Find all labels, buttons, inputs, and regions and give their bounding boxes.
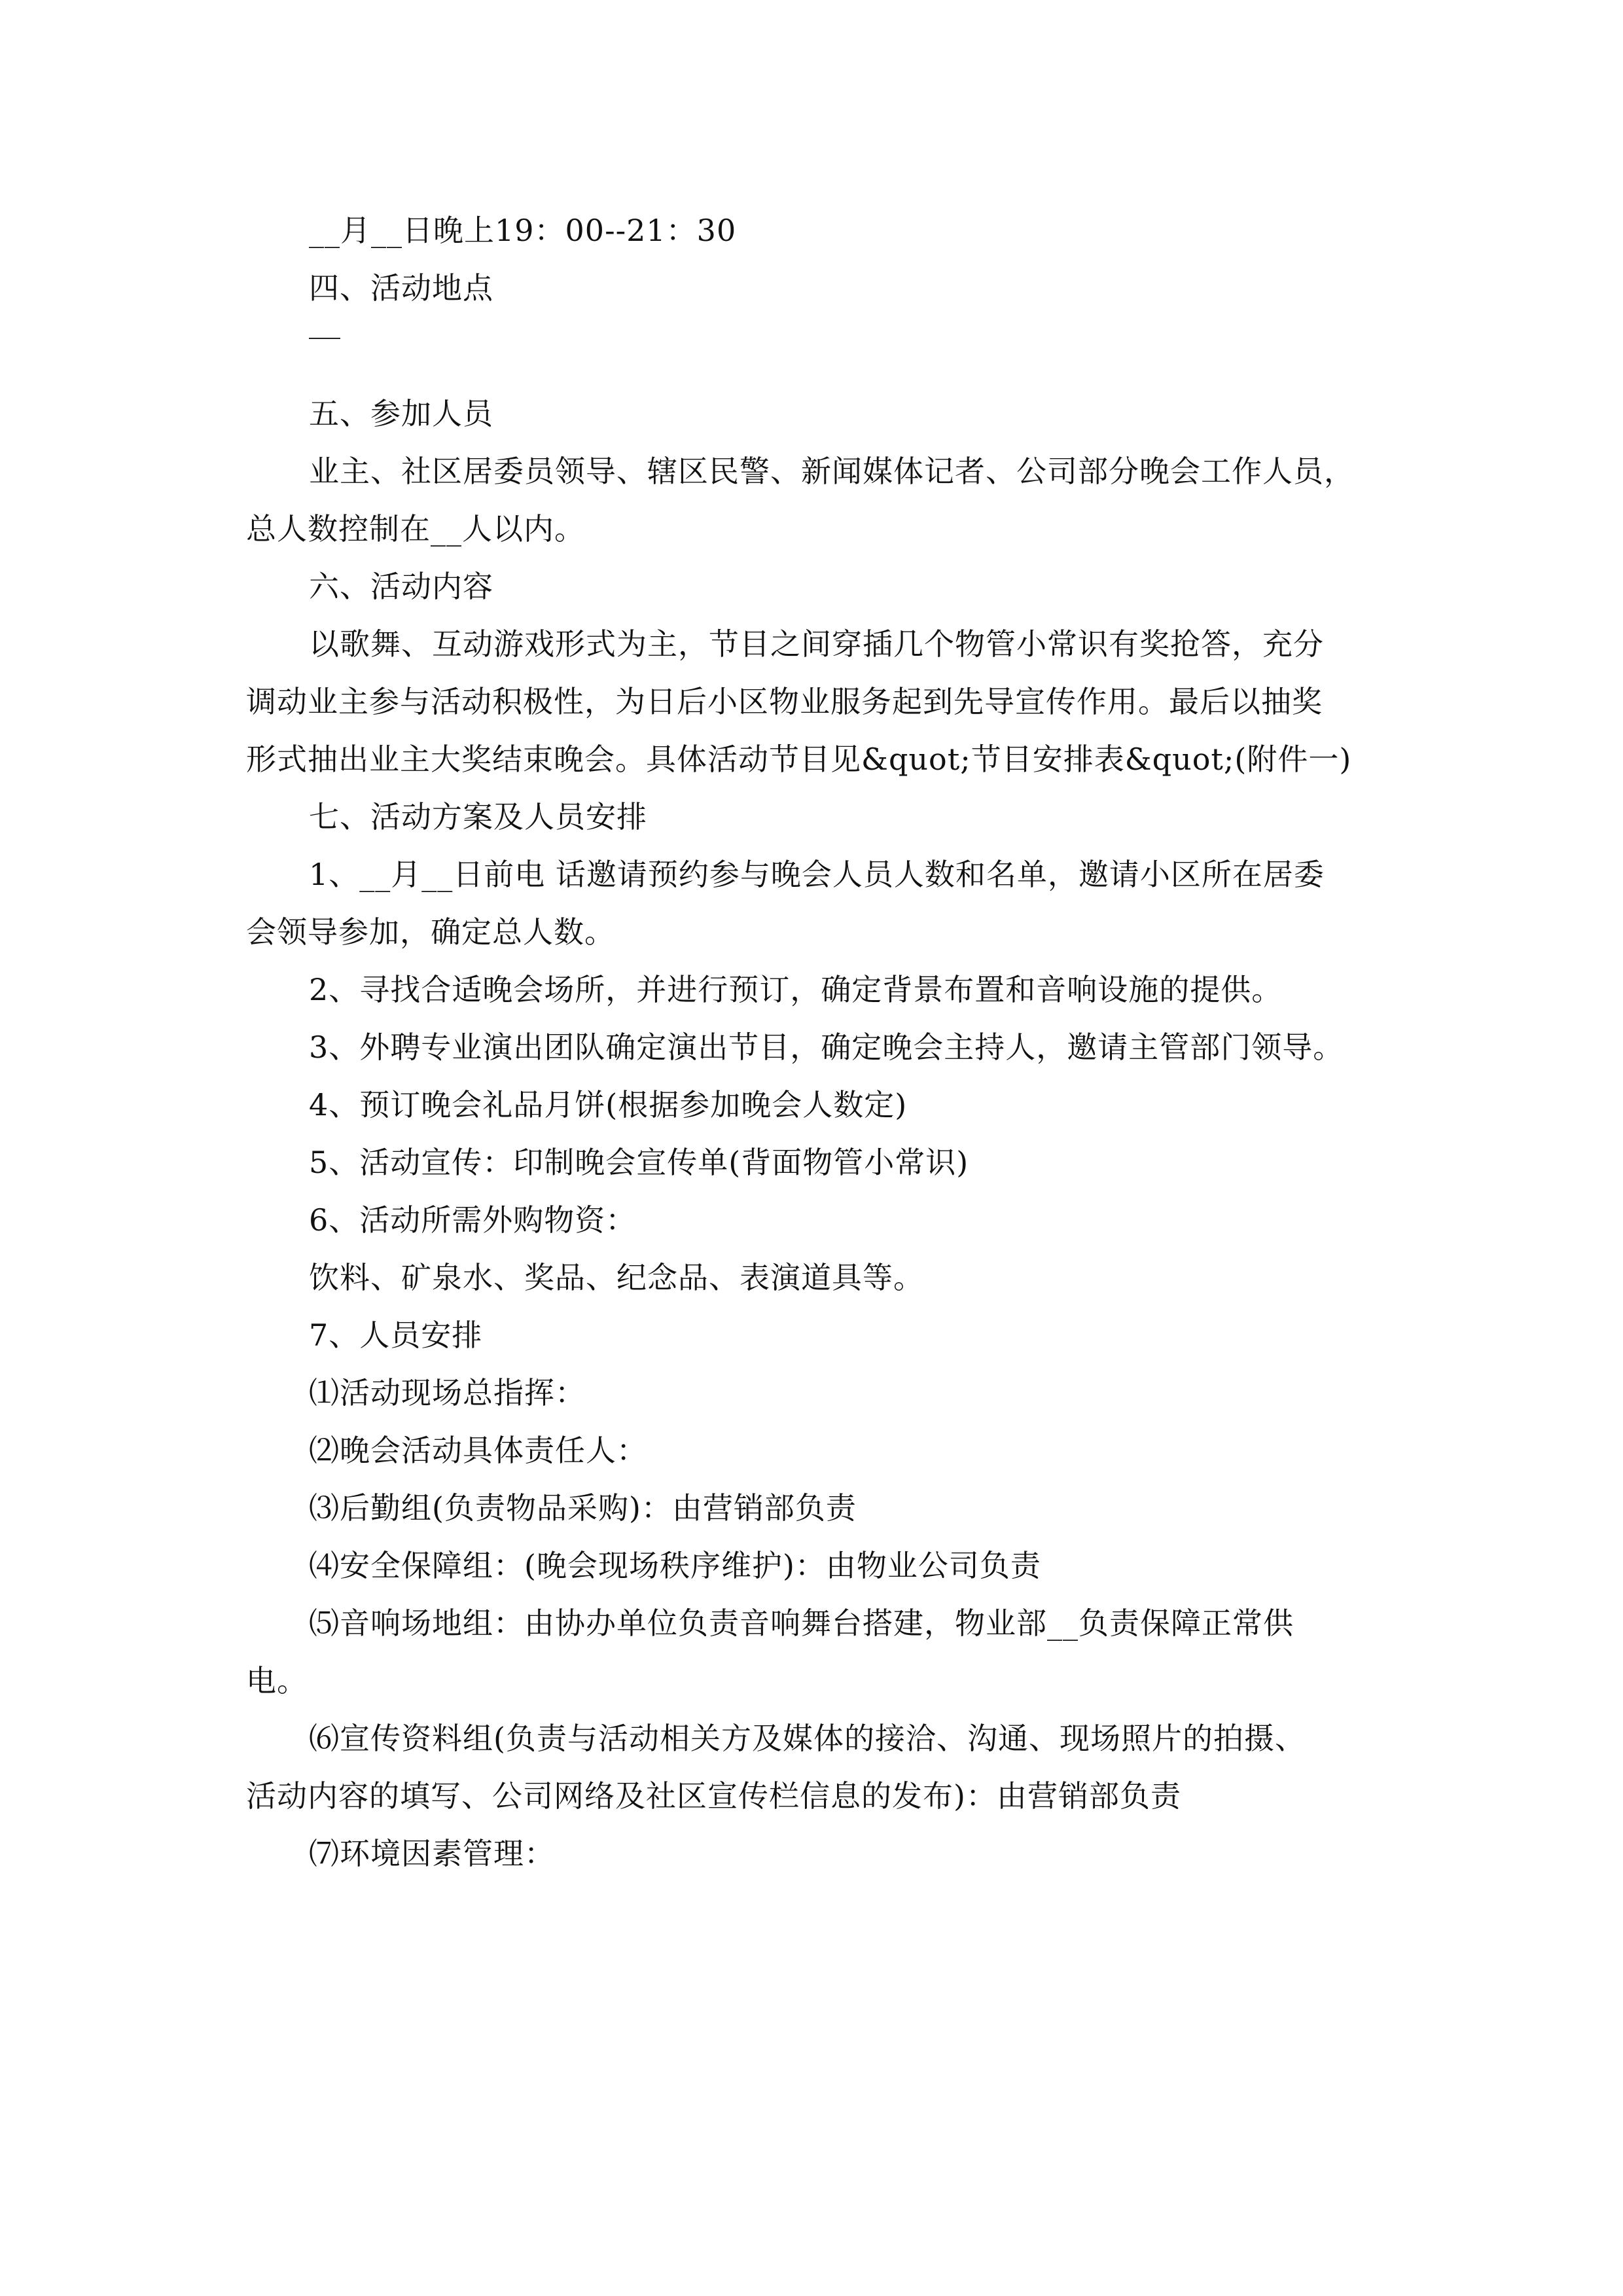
event-time-line: __月__日晚上19：00--21：30 [309,213,737,248]
staff-item-6-cont: 活动内容的填写、公司网络及社区宣传栏信息的发布)：由营销部负责 [246,1778,1181,1814]
section-heading-venue: 四、活动地点 [309,270,493,306]
content-text: 以歌舞、互动游戏形式为主，节目之间穿插几个物管小常识有奖抢答，充分 [309,626,1324,662]
plan-item-2: 2、寻找合适晚会场所，并进行预订，确定背景布置和音响设施的提供。 [309,972,1283,1007]
plan-item-5: 5、活动宣传：印制晚会宣传单(背面物管小常识) [309,1145,969,1180]
section-heading-plan: 七、活动方案及人员安排 [309,799,647,834]
plan-item-7: 7、人员安排 [309,1318,483,1353]
plan-item-3: 3、外聘专业演出团队确定演出节目，确定晚会主持人，邀请主管部门领导。 [309,1030,1344,1065]
staff-item-7: ⑺环境因素管理： [309,1836,555,1871]
content-text: 形式抽出业主大奖结束晚会。具体活动节目见&quot;节目安排表&quot;(附件一) [246,742,1352,777]
staff-item-5: ⑸音响场地组：由协办单位负责音响舞台搭建，物业部__负责保障正常供 [309,1605,1294,1641]
staff-item-5-cont: 电。 [246,1663,308,1698]
section-heading-content: 六、活动内容 [309,569,493,604]
plan-item-1-cont: 会领导参加，确定总人数。 [246,914,615,950]
participants-text: 总人数控制在__人以内。 [246,511,585,547]
staff-item-1: ⑴活动现场总指挥： [309,1375,586,1410]
staff-item-6: ⑹宣传资料组(负责与活动相关方及媒体的接洽、沟通、现场照片的拍摄、 [309,1721,1306,1756]
staff-item-3: ⑶后勤组(负责物品采购)：由营销部负责 [309,1490,857,1526]
staff-item-2: ⑵晚会活动具体责任人： [309,1433,647,1468]
participants-text: 业主、社区居委员领导、辖区民警、新闻媒体记者、公司部分晚会工作人员， [309,454,1355,489]
content-text: 调动业主参与活动积极性，为日后小区物业服务起到先导宣传作用。最后以抽奖 [246,684,1323,719]
staff-item-4: ⑷安全保障组：(晚会现场秩序维护)：由物业公司负责 [309,1548,1041,1583]
venue-blank [309,338,340,339]
plan-item-1: 1、__月__日前电 话邀请预约参与晚会人员人数和名单，邀请小区所在居委 [309,857,1325,892]
plan-item-6-materials: 饮料、矿泉水、奖品、纪念品、表演道具等。 [309,1260,924,1295]
section-heading-participants: 五、参加人员 [309,396,493,431]
plan-item-4: 4、预订晚会礼品月饼(根据参加晚会人数定) [309,1087,908,1122]
plan-item-6: 6、活动所需外购物资： [309,1202,637,1238]
